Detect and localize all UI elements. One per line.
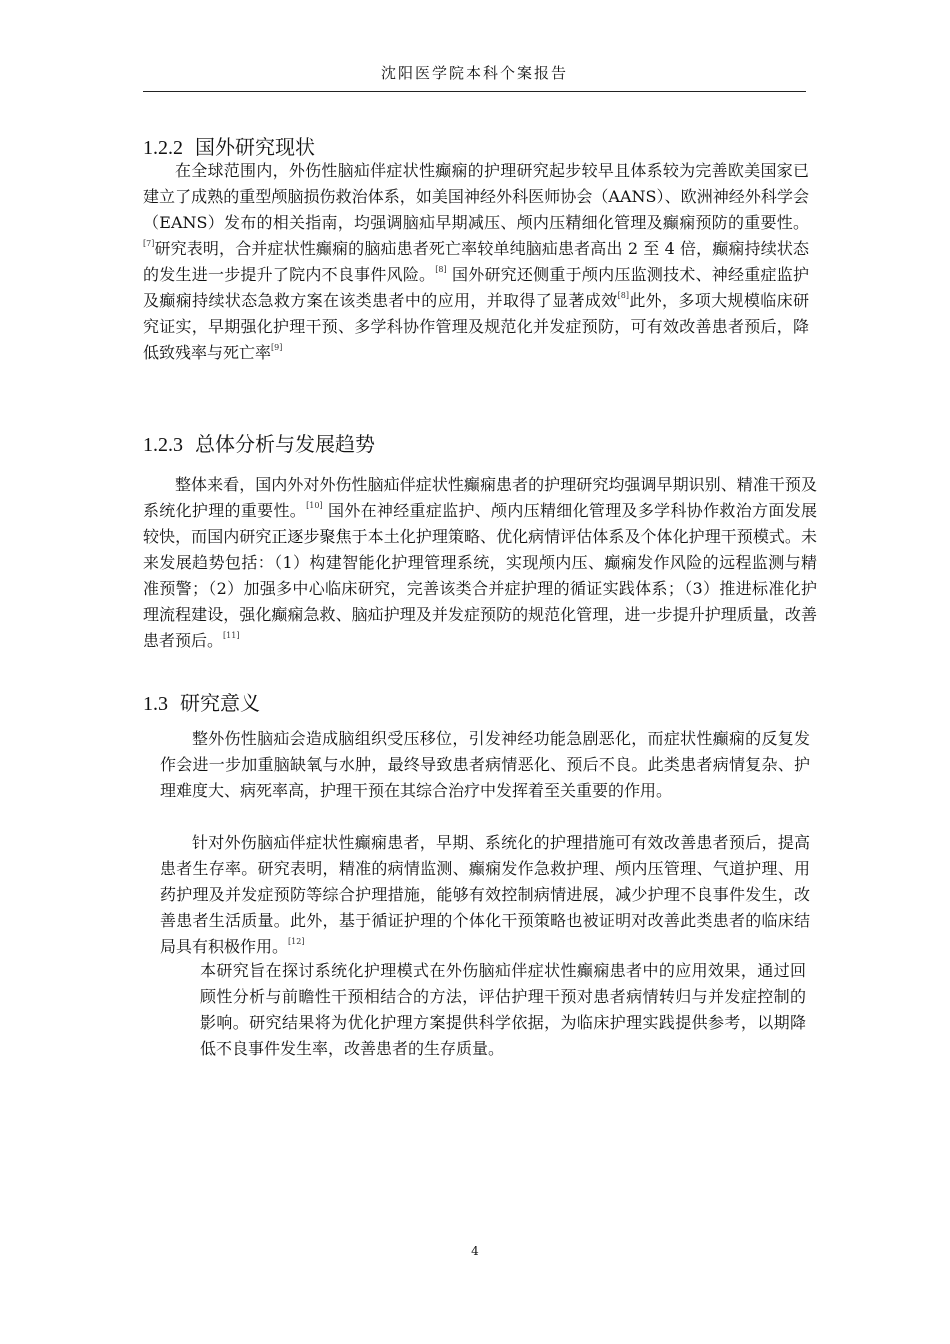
citation: [7]	[143, 239, 155, 248]
citation: [11]	[223, 631, 240, 640]
citation: [9]	[271, 343, 283, 352]
section-number: 1.2.2	[143, 137, 183, 159]
section-title: 研究意义	[180, 691, 260, 715]
section-heading-1-2-3	[143, 428, 375, 457]
section-number: 1.2.3	[143, 434, 183, 456]
paragraph-text: 国外在神经重症监护、颅内压精细化管理及多学科协作救治方面发展较快，而国内研究正逐步聚焦于本土化护理策略、优化病情评估体系及个体化护理干预模式。未来发展趋势包括：（1）构建智能化护理管理系统，实现颅内压、癫痫发作风险的远程监测与精准预警；（2）加强多中心临床研究，完善该类合并症护理的循证实践体系；（3）推进标准化护理流程建设，强化癫痫急救、脑疝护理及并发症预防的规范化管理，进一步提升护理质量，改善患者预后。	[143, 501, 817, 650]
paragraph-significance-2	[160, 830, 810, 960]
paragraph-text: 此外，多项大规模临床研究证实，早期强化护理干预、多学科协作管理及规范化并发症预防，可有效改善患者预后，降低致残率与死亡率	[143, 291, 809, 362]
paragraph-text: 国外研究还侧重于颅内压监测技术、神经重症监护及癫痫持续状态急救方案在该类患者中的应用，并取得了显著成效	[143, 265, 809, 310]
header-divider	[143, 91, 806, 92]
citation: [8]	[617, 291, 629, 300]
paragraph-significance-1	[160, 726, 810, 804]
report-header-title: 沈阳医学院本科个案报告	[380, 64, 568, 82]
paragraph-text: 针对外伤脑疝伴症状性癫痫患者，早期、系统化的护理措施可有效改善患者预后，提高患者生存率。研究表明，精准的病情监测、癫痫发作急救护理、颅内压管理、气道护理、用药护理及并发症预防等综合护理措施，能够有效控制病情进展，减少护理不良事件发生，改善患者生活质量。此外，基于循证护理的个体化干预策略也被证明对改善此类患者的临床结局具有积极作用。	[160, 833, 810, 956]
paragraph-foreign-research	[143, 158, 809, 366]
paragraph-text: 整外伤性脑疝会造成脑组织受压移位，引发神经功能急剧恶化，而症状性癫痫的反复发作会进一步加重脑缺氧与水肿，最终导致患者病情恶化、预后不良。此类患者病情复杂、护理难度大、病死率高，护理干预在其综合治疗中发挥着至关重要的作用。	[160, 729, 810, 800]
paragraph-overall-analysis	[143, 472, 817, 654]
paragraph-text: 整体来看，国内外对外伤性脑疝伴症状性癫痫患者的护理研究均强调早期识别、精准干预及系统化护理的重要性。	[143, 475, 817, 520]
section-heading-1-2-2	[143, 131, 315, 160]
citation: [8]	[435, 265, 447, 274]
section-title: 总体分析与发展趋势	[195, 432, 375, 456]
paragraph-text: 在全球范围内，外伤性脑疝伴症状性癫痫的护理研究起步较早且体系较为完善欧美国家已建立了成熟的重型颅脑损伤救治体系，如美国神经外科医师协会（AANS）、欧洲神经外科学会（EANS）发布的相关指南，均强调脑疝早期减压、颅内压精细化管理及癫痫预防的重要性。	[143, 161, 809, 232]
paragraph-text: 本研究旨在探讨系统化护理模式在外伤脑疝伴症状性癫痫患者中的应用效果，通过回顾性分析与前瞻性干预相结合的方法，评估护理干预对患者病情转归与并发症控制的影响。研究结果将为优化护理方案提供科学依据，为临床护理实践提供参考，以期降低不良事件发生率，改善患者的生存质量。	[200, 961, 806, 1058]
paragraph-text: 研究表明，合并症状性癫痫的脑疝患者死亡率较单纯脑疝患者高出 2 至 4 倍，癫痫持续状态的发生进一步提升了院内不良事件风险。	[143, 239, 809, 284]
section-title: 国外研究现状	[195, 135, 315, 159]
section-heading-1-3	[143, 687, 260, 716]
section-number: 1.3	[143, 693, 168, 715]
page-number: 4	[471, 1244, 479, 1258]
citation: [10]	[306, 501, 323, 510]
paragraph-significance-3	[200, 958, 806, 1062]
citation: [12]	[288, 937, 305, 946]
